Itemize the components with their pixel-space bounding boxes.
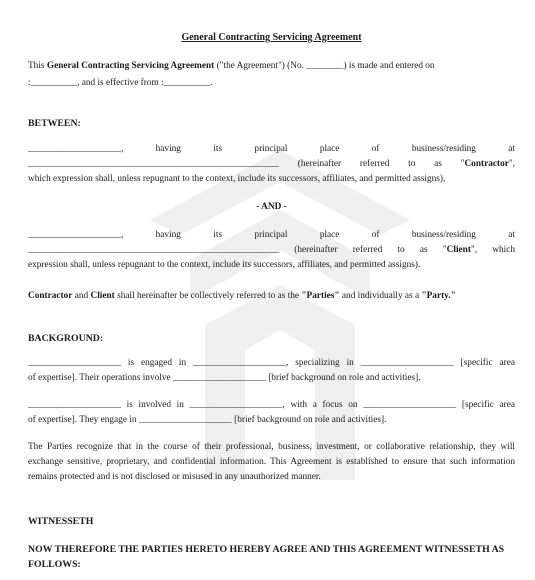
- contractor-role: Contractor: [464, 159, 509, 169]
- client-role: Client: [446, 245, 471, 255]
- document-title: General Contracting Servicing Agreement: [181, 32, 362, 43]
- recognition-paragraph: The Parties recognize that in the course of their professional, business, investment, or collaborative relationship, they will exchange sensitive, proprietary, and confidential information. This Agreement is established to ensure that such information remains protected and is not disclosed or misused in any unauthorized manner.: [28, 442, 515, 482]
- parties-definition: Contractor and Client shall hereinafter be collectively referred to as the "Parties" and individually as a "Party.": [28, 291, 456, 301]
- between-heading: BETWEEN:: [28, 118, 81, 129]
- intro-paragraph: This General Contracting Servicing Agreement ("the Agreement") (No. ________) is made and entered on :__________, and is effective from :__________.: [28, 61, 435, 88]
- witnesseth-heading: WITNESSETH: [28, 516, 94, 527]
- contractor-paragraph: ____________________, having its principal place of business/residing at ______________________________________________________ (hereinafter referred to as "Contractor", which expression shall, unless repugnant to the context, include its successors, affiliates, and permitted assigns),: [28, 144, 515, 184]
- client-paragraph: ____________________, having its principal place of business/residing at ______________________________________________________ (hereinafter referred to as "Client", which expression shall, unless repugnant to the context, include its successors, affiliates, and permitted assigns).: [28, 230, 515, 270]
- and-separator: - AND -: [256, 202, 287, 212]
- background-heading: BACKGROUND:: [28, 333, 104, 344]
- background-party-2: ____________________ is involved in ____________________, with a focus on ____________________ [specific area of expertise]. They engage in ____________________ [brief background on role and activities].: [28, 400, 515, 425]
- agreement-name: General Contracting Servicing Agreement: [46, 61, 215, 71]
- background-party-1: ____________________ is engaged in ____________________, specializing in ____________________ [specific area of expertise]. Their operations involve ____________________ [brief background on role and activities].: [28, 358, 515, 383]
- now-therefore-clause: NOW THEREFORE THE PARTIES HERETO HEREBY AGREE AND THIS AGREEMENT WITNESSETH AS FOLLOWS:: [28, 544, 505, 570]
